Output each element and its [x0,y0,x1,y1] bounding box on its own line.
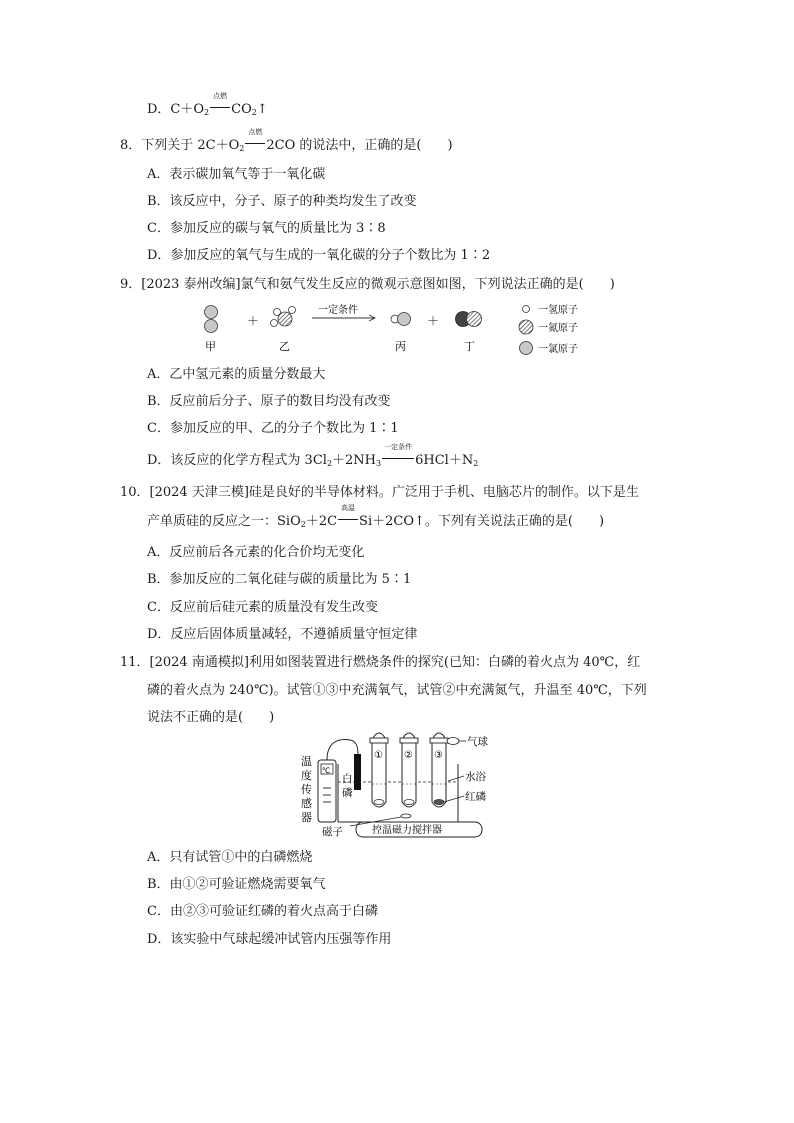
water-bath-label: 水浴 [465,771,486,783]
test-tube-1 [370,733,388,807]
temperature-probe [354,754,361,790]
white-phosphorus-label: 白 [342,773,353,785]
q11-option-b: B．由①②可验证燃烧需要氧气 [147,877,326,892]
q10-option-a: A．反应前后各元素的化合价均无变化 [147,545,365,560]
tube-label: ② [404,750,413,761]
arrow-label: 一定条件 [318,305,358,316]
q10-stem-line1: 10．[2024 天津三模]硅是良好的半导体材料。广泛用于手机、电脑芯片的制作。以下是生 [120,485,639,500]
q10-option-b: B．参加反应的二氧化硅与碳的质量比为 5∶1 [147,572,412,587]
q9-option-d: D．该反应的化学方程式为 $3Cl_2+2NH_3$ 一定条件 $6HCl+N_2$ [147,443,479,468]
q11-option-a: A．只有试管①中的白磷燃烧 [147,850,313,865]
tube-label: ① [374,750,383,761]
white-phosphorus-label: 磷 [342,787,353,799]
test-tube-3 [430,733,448,807]
q8-option-a: A．表示碳加氧气等于一氧化碳 [147,167,326,182]
plus-sign: ＋ [427,314,440,328]
molecule-ding [456,312,482,327]
q10-option-d: D．反应后固体质量减轻，不遵循质量守恒定律 [147,627,418,642]
molecule-jia [205,306,218,333]
magnetic-stirrer-bar [401,814,411,818]
q11-stem-line3: 说法不正确的是( ) [147,710,275,725]
q10-stem-line2: 产单质硅的反应之一：SiO$_2$＋2C 高温 Si＋2CO↑。下列有关说法正确的是( ) [147,504,605,529]
q8-option-c: C．参加反应的碳与氧气的质量比为 3∶8 [147,221,386,236]
sensor-label-char: 传 [301,783,312,796]
test-tube-2 [400,733,418,807]
q9-option-c: C．参加反应的甲、乙的分子个数比为 1∶1 [147,421,399,436]
q11-stem-line2: 磷的着火点为 240℃)。试管①③中充满氧气，试管②中充满氮气，升温至 40℃，下列 [147,683,647,698]
plus-sign: ＋ [247,314,260,328]
legend [519,303,578,355]
q11-stem-line1: 11．[2024 南通模拟]利用如图装置进行燃烧条件的探究(已知：白磷的着火点为 40℃，红 [120,655,641,670]
stirrer-label: 控温磁力搅拌器 [372,825,442,836]
label-bing: 丙 [395,340,406,353]
q11-apparatus-diagram [298,732,504,838]
label-yi: 乙 [279,340,290,353]
sensor-unit: ℃ [322,766,331,775]
legend-hydrogen: 一氢原子 [538,305,578,316]
balloon-label: 气球 [467,736,488,748]
label-ding: 丁 [464,340,475,353]
q8-option-b: B．该反应中，分子、原子的种类均发生了改变 [147,194,417,209]
q9-stem: 9．[2023 泰州改编]氯气和氨气发生反应的微观示意图如图，下列说法正确的是( ) [120,277,615,292]
sensor-label-char: 度 [301,769,312,782]
legend-nitrogen: 一氮原子 [538,323,578,334]
q11-option-d: D．该实验中气球起缓冲试管内压强等作用 [147,932,392,947]
molecule-yi [271,307,296,327]
molecule-bing [391,313,411,326]
red-phosphorus-label: 红磷 [465,791,486,803]
q9-option-a: A．乙中氢元素的质量分数最大 [147,367,326,382]
q8-option-d: D．参加反应的氧气与生成的一氧化碳的分子个数比为 1∶2 [147,248,491,263]
tube-label: ③ [434,750,443,761]
q8-stem: 8．下列关于 $2C+O_2$ 点燃 2CO 的说法中，正确的是( ) [120,128,453,153]
q10-option-c: C．反应前后硅元素的质量没有发生改变 [147,600,378,615]
magnet-label: 磁子 [322,826,343,838]
q9-reaction-diagram [190,298,610,360]
label-jia: 甲 [205,340,216,353]
balloon-callout [447,735,488,748]
q11-option-c: C．由②③可验证红磷的着火点高于白磷 [147,904,378,919]
legend-chlorine: 一氯原子 [538,344,578,355]
sensor-label-char: 感 [301,797,312,810]
q7-option-d: D．$C+O_2$ 点燃 $CO_2↑$ [147,92,268,117]
sensor-label-char: 器 [301,811,312,824]
q9-option-b: B．反应前后分子、原子的数目均没有改变 [147,394,391,409]
sensor-label-char: 温 [301,755,312,768]
stirrer-base [356,822,482,837]
